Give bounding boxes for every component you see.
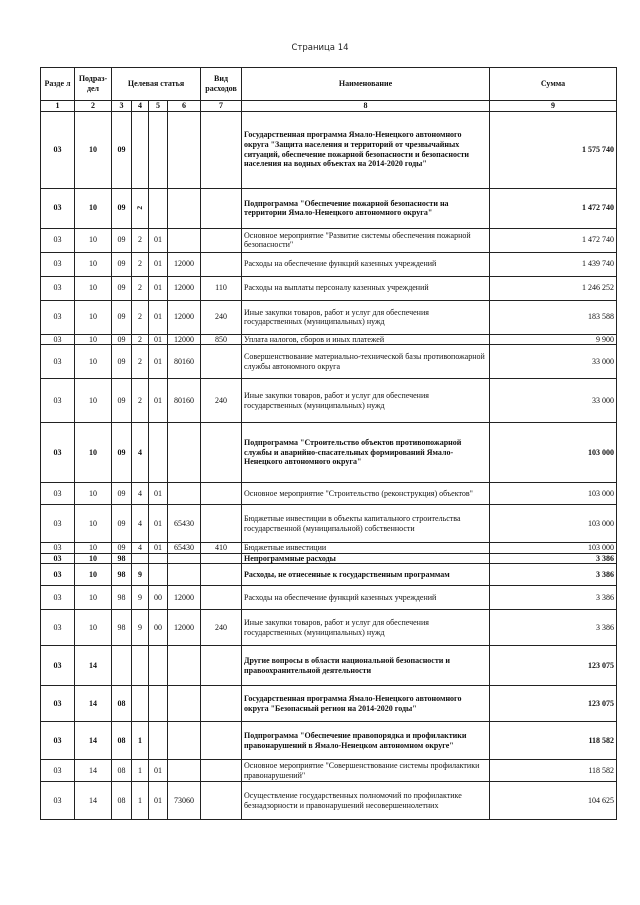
cell-event: 01 [149,252,168,276]
cell-podrazdel: 10 [75,505,112,543]
cell-program: 98 [112,610,132,646]
cell-direction [168,188,201,228]
budget-table [40,67,617,820]
cell-event: 01 [149,300,168,334]
cell-podrazdel: 10 [75,252,112,276]
cell-vid-raskhodov [201,586,242,610]
cell-program: 09 [112,505,132,543]
cell-naimenovanie: Бюджетные инвестиции [242,543,490,554]
cell-vid-raskhodov: 240 [201,379,242,423]
cell-podrazdel: 10 [75,564,112,586]
cell-podrazdel: 10 [75,188,112,228]
cell-razdel: 03 [41,564,75,586]
cell-naimenovanie: Основное мероприятие "Развитие системы обеспечения пожарной безопасности" [242,228,490,252]
cell-subprogram: 2 [132,379,149,423]
cell-naimenovanie: Расходы на обеспечение функций казенных учреждений [242,252,490,276]
cell-direction: 12000 [168,252,201,276]
cell-razdel: 03 [41,345,75,379]
cell-program: 98 [112,564,132,586]
cell-subprogram: 4 [132,483,149,505]
cell-summa: 1 472 740 [490,188,617,228]
cell-naimenovanie: Подпрограмма "Строительство объектов противопожарной службы и аварийно-спасательных формирований Ямало-Ненецкого автономного округа" [242,423,490,483]
table-row [41,483,617,505]
cell-razdel: 03 [41,586,75,610]
cell-razdel: 03 [41,686,75,722]
cell-direction [168,228,201,252]
table-row [41,722,617,760]
cell-direction [168,760,201,782]
cell-direction: 73060 [168,782,201,820]
cell-event [149,111,168,188]
cell-subprogram: 2 [132,345,149,379]
cell-summa: 118 582 [490,722,617,760]
cell-summa: 103 000 [490,505,617,543]
header-naimenovanie: Наименование [242,68,490,101]
column-number: 8 [242,101,490,112]
table-row [41,586,617,610]
cell-direction: 12000 [168,610,201,646]
cell-direction: 65430 [168,543,201,554]
cell-razdel: 03 [41,505,75,543]
cell-direction: 65430 [168,505,201,543]
cell-summa: 1 575 740 [490,111,617,188]
cell-razdel: 03 [41,610,75,646]
cell-naimenovanie: Основное мероприятие "Совершенствование системы профилактики правонарушений" [242,760,490,782]
table-row [41,252,617,276]
cell-podrazdel: 10 [75,379,112,423]
cell-program: 08 [112,722,132,760]
cell-program: 09 [112,300,132,334]
cell-program: 98 [112,553,132,564]
cell-podrazdel: 10 [75,334,112,345]
column-number-row [41,101,617,112]
cell-vid-raskhodov [201,345,242,379]
cell-podrazdel: 14 [75,760,112,782]
cell-direction [168,553,201,564]
cell-naimenovanie: Совершенствование материально-технической базы противопожарной службы автономного округа [242,345,490,379]
cell-subprogram: 2 [132,300,149,334]
cell-naimenovanie: Осуществление государственных полномочий по профилактике безнадзорности и правонарушений несовершеннолетних [242,782,490,820]
cell-podrazdel: 10 [75,586,112,610]
cell-razdel: 03 [41,111,75,188]
cell-razdel: 03 [41,334,75,345]
cell-subprogram: 4 [132,505,149,543]
cell-summa: 3 386 [490,553,617,564]
table-row [41,276,617,300]
cell-razdel: 03 [41,760,75,782]
cell-subprogram [132,553,149,564]
cell-event: 01 [149,228,168,252]
cell-summa: 3 386 [490,564,617,586]
table-row [41,564,617,586]
table-row [41,379,617,423]
cell-event: 01 [149,505,168,543]
cell-subprogram: 2 [132,252,149,276]
cell-vid-raskhodov [201,722,242,760]
cell-direction: 12000 [168,300,201,334]
cell-direction: 80160 [168,379,201,423]
table-row [41,334,617,345]
cell-razdel: 03 [41,379,75,423]
cell-summa: 33 000 [490,345,617,379]
cell-summa: 3 386 [490,610,617,646]
cell-summa: 33 000 [490,379,617,423]
column-number: 7 [201,101,242,112]
cell-program: 08 [112,760,132,782]
cell-direction: 12000 [168,276,201,300]
cell-vid-raskhodov [201,760,242,782]
cell-naimenovanie: Расходы, не отнесенные к государственным программам [242,564,490,586]
column-number: 2 [75,101,112,112]
cell-summa: 1 246 252 [490,276,617,300]
cell-summa: 183 588 [490,300,617,334]
table-row [41,610,617,646]
table-row [41,646,617,686]
cell-summa: 123 075 [490,686,617,722]
table-row [41,111,617,188]
table-row [41,188,617,228]
cell-vid-raskhodov: 410 [201,543,242,554]
cell-naimenovanie: Подпрограмма "Обеспечение правопорядка и профилактики правонарушений в Ямало-Ненецком автономном округе" [242,722,490,760]
cell-program: 09 [112,111,132,188]
cell-event: 01 [149,345,168,379]
cell-event: 01 [149,334,168,345]
cell-program: 09 [112,276,132,300]
cell-program: 08 [112,686,132,722]
table-row [41,543,617,554]
table-row [41,345,617,379]
cell-vid-raskhodov [201,782,242,820]
cell-podrazdel: 10 [75,228,112,252]
cell-razdel: 03 [41,646,75,686]
column-number: 3 [112,101,132,112]
cell-direction [168,483,201,505]
cell-summa: 3 386 [490,586,617,610]
cell-subprogram [132,188,149,228]
cell-razdel: 03 [41,276,75,300]
cell-direction: 80160 [168,345,201,379]
cell-subprogram: 1 [132,722,149,760]
cell-podrazdel: 10 [75,483,112,505]
cell-event: 01 [149,782,168,820]
cell-naimenovanie: Иные закупки товаров, работ и услуг для обеспечения государственных (муниципальных) нужд [242,379,490,423]
column-number: 5 [149,101,168,112]
cell-razdel: 03 [41,423,75,483]
cell-subprogram: 9 [132,610,149,646]
cell-direction: 12000 [168,586,201,610]
cell-naimenovanie: Расходы на выплаты персоналу казенных учреждений [242,276,490,300]
cell-vid-raskhodov [201,111,242,188]
cell-event: 01 [149,379,168,423]
cell-podrazdel: 10 [75,423,112,483]
cell-naimenovanie: Иные закупки товаров, работ и услуг для обеспечения государственных (муниципальных) нужд [242,610,490,646]
cell-subprogram: 2 [132,276,149,300]
cell-podrazdel: 10 [75,543,112,554]
cell-event: 00 [149,586,168,610]
column-number: 9 [490,101,617,112]
cell-subprogram [132,646,149,686]
cell-subprogram: 9 [132,564,149,586]
cell-summa: 103 000 [490,543,617,554]
table-row [41,300,617,334]
cell-razdel: 03 [41,722,75,760]
cell-direction: 12000 [168,334,201,345]
cell-program: 09 [112,188,132,228]
cell-naimenovanie: Иные закупки товаров, работ и услуг для обеспечения государственных (муниципальных) нужд [242,300,490,334]
cell-program: 09 [112,252,132,276]
cell-naimenovanie: Непрограммные расходы [242,553,490,564]
cell-direction [168,646,201,686]
cell-naimenovanie: Государственная программа Ямало-Ненецкого автономного округа "Защита населения и территорий от чрезвычайных ситуаций, обеспечение пожарной безопасности и безопасности населения на водных объектах на 2014-2020 годы" [242,111,490,188]
header-summa: Сумма [490,68,617,101]
cell-subprogram: 1 [132,782,149,820]
cell-naimenovanie: Другие вопросы в области национальной безопасности и правоохранительной деятельности [242,646,490,686]
cell-naimenovanie: Расходы на обеспечение функций казенных учреждений [242,586,490,610]
cell-podrazdel: 10 [75,345,112,379]
table-header-row [41,68,617,101]
column-number: 4 [132,101,149,112]
cell-razdel: 03 [41,300,75,334]
cell-summa: 123 075 [490,646,617,686]
cell-vid-raskhodov [201,188,242,228]
cell-razdel: 03 [41,782,75,820]
cell-subprogram: 9 [132,586,149,610]
cell-direction [168,722,201,760]
cell-razdel: 03 [41,188,75,228]
cell-program: 08 [112,782,132,820]
cell-podrazdel: 14 [75,782,112,820]
cell-event: 01 [149,276,168,300]
cell-podrazdel: 10 [75,300,112,334]
cell-program: 09 [112,423,132,483]
cell-vid-raskhodov [201,686,242,722]
page-number-label: Страница 14 [291,43,349,53]
header-podrazdel: Подраз- дел [75,68,112,101]
cell-vid-raskhodov [201,423,242,483]
cell-subprogram: 1 [132,760,149,782]
cell-subprogram: 4 [132,543,149,554]
cell-podrazdel: 10 [75,553,112,564]
cell-event [149,553,168,564]
cell-subprogram [132,686,149,722]
cell-summa: 103 000 [490,423,617,483]
cell-program: 09 [112,543,132,554]
cell-program: 98 [112,586,132,610]
table-row [41,553,617,564]
cell-subprogram [132,111,149,188]
cell-vid-raskhodov [201,505,242,543]
cell-event [149,188,168,228]
cell-razdel: 03 [41,483,75,505]
cell-summa: 1 439 740 [490,252,617,276]
cell-naimenovanie: Бюджетные инвестиции в объекты капитального строительства государственной (муниципальной) собственности [242,505,490,543]
cell-event [149,686,168,722]
header-razdel: Разде л [41,68,75,101]
table-row [41,228,617,252]
table-row [41,423,617,483]
cell-vid-raskhodov [201,564,242,586]
cell-podrazdel: 14 [75,722,112,760]
header-celevaya-statya: Целевая статья [112,68,201,101]
table-row [41,760,617,782]
cell-naimenovanie: Основное мероприятие "Строительство (реконструкция) объектов" [242,483,490,505]
cell-podrazdel: 10 [75,610,112,646]
cell-event: 00 [149,610,168,646]
cell-program: 09 [112,228,132,252]
cell-vid-raskhodov [201,483,242,505]
cell-direction [168,111,201,188]
cell-vid-raskhodov: 240 [201,610,242,646]
cell-razdel: 03 [41,553,75,564]
cell-vid-raskhodov: 240 [201,300,242,334]
cell-vid-raskhodov: 850 [201,334,242,345]
column-number: 6 [168,101,201,112]
cell-podrazdel: 14 [75,646,112,686]
cell-summa: 104 625 [490,782,617,820]
cell-razdel: 03 [41,543,75,554]
cell-subprogram: 2 [132,334,149,345]
cell-razdel: 03 [41,252,75,276]
cell-razdel: 03 [41,228,75,252]
cell-naimenovanie: Подпрограмма "Обеспечение пожарной безопасности на территории Ямало-Ненецкого автономного округа" [242,188,490,228]
cell-program: 09 [112,483,132,505]
cell-program: 09 [112,334,132,345]
cell-vid-raskhodov [201,646,242,686]
cell-summa: 118 582 [490,760,617,782]
table-row [41,782,617,820]
cell-vid-raskhodov [201,228,242,252]
cell-event [149,646,168,686]
cell-subprogram: 2 [132,228,149,252]
cell-summa: 1 472 740 [490,228,617,252]
cell-vid-raskhodov [201,553,242,564]
cell-event: 01 [149,483,168,505]
column-number: 1 [41,101,75,112]
cell-podrazdel: 10 [75,276,112,300]
cell-program: 09 [112,345,132,379]
cell-event: 01 [149,543,168,554]
cell-summa: 9 900 [490,334,617,345]
cell-event [149,564,168,586]
cell-subprogram: 4 [132,423,149,483]
cell-direction [168,423,201,483]
cell-direction [168,686,201,722]
rotated-code: 2 [135,206,145,210]
cell-vid-raskhodov [201,252,242,276]
cell-naimenovanie: Уплата налогов, сборов и иных платежей [242,334,490,345]
cell-program [112,646,132,686]
cell-summa: 103 000 [490,483,617,505]
header-vid-raskhodov: Вид расходов [201,68,242,101]
cell-event: 01 [149,760,168,782]
cell-event [149,423,168,483]
cell-program: 09 [112,379,132,423]
cell-event [149,722,168,760]
cell-naimenovanie: Государственная программа Ямало-Ненецкого автономного округа "Безопасный регион на 2014-2020 годы" [242,686,490,722]
cell-direction [168,564,201,586]
cell-vid-raskhodov: 110 [201,276,242,300]
cell-podrazdel: 14 [75,686,112,722]
table-row [41,505,617,543]
table-row [41,686,617,722]
cell-podrazdel: 10 [75,111,112,188]
